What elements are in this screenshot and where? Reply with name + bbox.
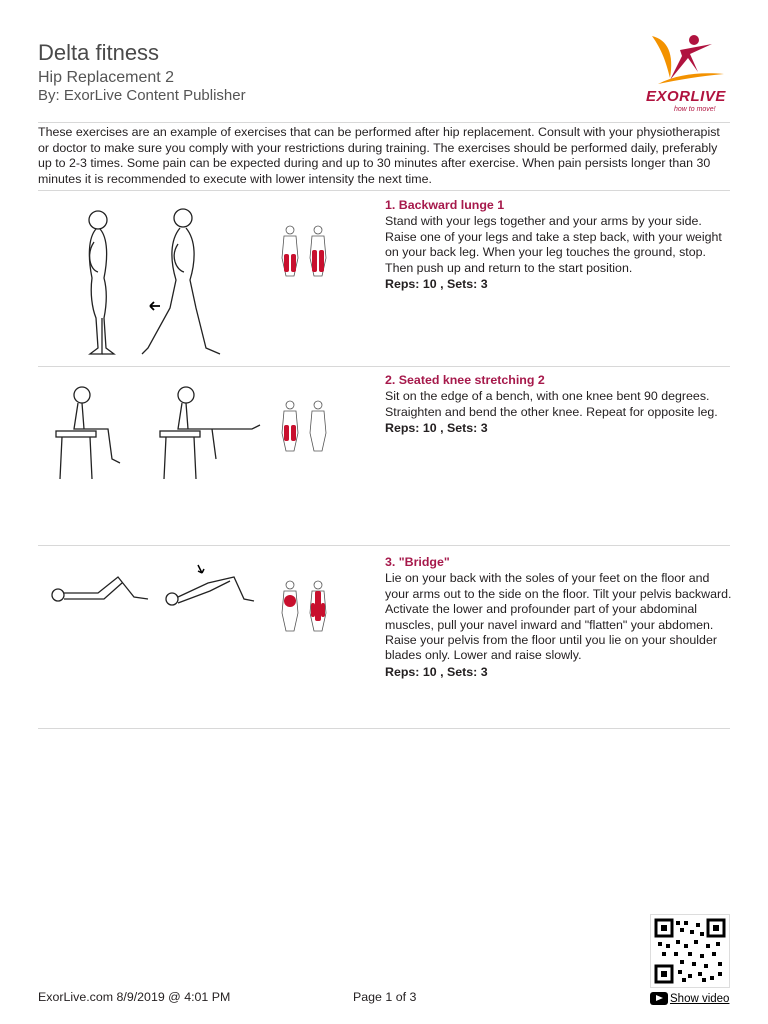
exercise-title: 1. Backward lunge 1	[385, 198, 505, 212]
exercise-divider	[38, 545, 730, 546]
exercise-description: Lie on your back with the soles of your feet on the floor and your arms out to the side on the floor. Tilt your pelvis backward. Activate the lower and profounder part of your abdominal muscles, pull your navel inward and "flatten" your abdomen. Raise your pelvis from the floor until you lie on your shoulder blades only. Lower and raise slowly.	[385, 571, 732, 663]
exercise-description: Sit on the edge of a bench, with one knee bent 90 degrees. Straighten and bend the other knee. Repeat for opposite leg.	[385, 389, 718, 419]
footer-timestamp: ExorLive.com 8/9/2019 @ 4:01 PM	[38, 990, 231, 1004]
show-video-link[interactable]	[650, 992, 729, 1005]
exercise-illustration	[38, 555, 378, 640]
muscle-map-icon	[282, 401, 326, 451]
exercise-text	[385, 373, 733, 437]
exercise-item	[38, 555, 730, 725]
muscle-map-icon	[282, 226, 326, 276]
arrow-down-icon	[198, 565, 204, 573]
exercise-description: Stand with your legs together and your arms by your side. Raise one of your legs and take a step back, with your weight on your back leg. When your leg touches the ground, stop. Then push up and return to the start position.	[385, 214, 722, 275]
exercise-reps: Reps: 10 , Sets: 3	[385, 421, 488, 436]
exercise-reps: Reps: 10 , Sets: 3	[385, 277, 488, 292]
document-author: By: ExorLive Content Publisher	[38, 87, 246, 104]
exercise-divider	[38, 366, 730, 367]
lunge-figure-icon	[142, 209, 220, 354]
document-subtitle: Hip Replacement 2	[38, 69, 175, 86]
play-icon	[650, 992, 668, 1005]
arrow-left-icon	[150, 302, 160, 310]
exercise-text	[385, 555, 733, 680]
qr-code-icon	[654, 918, 726, 984]
intro-paragraph: These exercises are an example of exercises that can be performed after hip replacement. Consult with your physiotherapist or doctor to make sure you comply with your restrictions during training. The exercises should be performed daily, preferably up to 2-3 times. Some pain can be expected during and up to 30 minutes after exercise. When pain persists longer than 30 minutes it is recommended to execute with lower intensity the next time.	[38, 125, 720, 186]
exercise-illustration	[38, 373, 378, 493]
exercise-reps: Reps: 10 , Sets: 3	[385, 664, 488, 679]
document-header	[38, 40, 498, 105]
logo-wordmark: EXORLIVE	[646, 88, 726, 105]
exercise-divider	[38, 728, 730, 729]
document-title: Delta fitness	[38, 40, 160, 65]
seated-figure-icon	[56, 387, 120, 479]
exercise-item	[38, 373, 730, 538]
logo-tagline: how to move!	[674, 106, 716, 113]
exercise-illustration	[38, 198, 378, 365]
qr-code[interactable]	[650, 914, 730, 988]
seated-leg-extension-figure-icon	[160, 387, 260, 479]
exercise-text	[385, 198, 733, 292]
muscle-map-icon	[282, 581, 326, 631]
exorlive-logo	[640, 28, 732, 120]
lying-figure-icon	[52, 577, 148, 601]
intro-divider	[38, 190, 730, 191]
exercise-title: 2. Seated knee stretching 2	[385, 373, 545, 387]
exercise-item	[38, 198, 730, 363]
exercise-title: 3. "Bridge"	[385, 555, 450, 569]
bridge-figure-icon	[166, 577, 254, 605]
standing-figure-icon	[89, 211, 114, 354]
logo-figure-icon	[640, 28, 732, 90]
show-video-label: Show video	[670, 992, 730, 1005]
header-divider	[38, 122, 730, 123]
page-number: Page 1 of 3	[353, 990, 417, 1004]
